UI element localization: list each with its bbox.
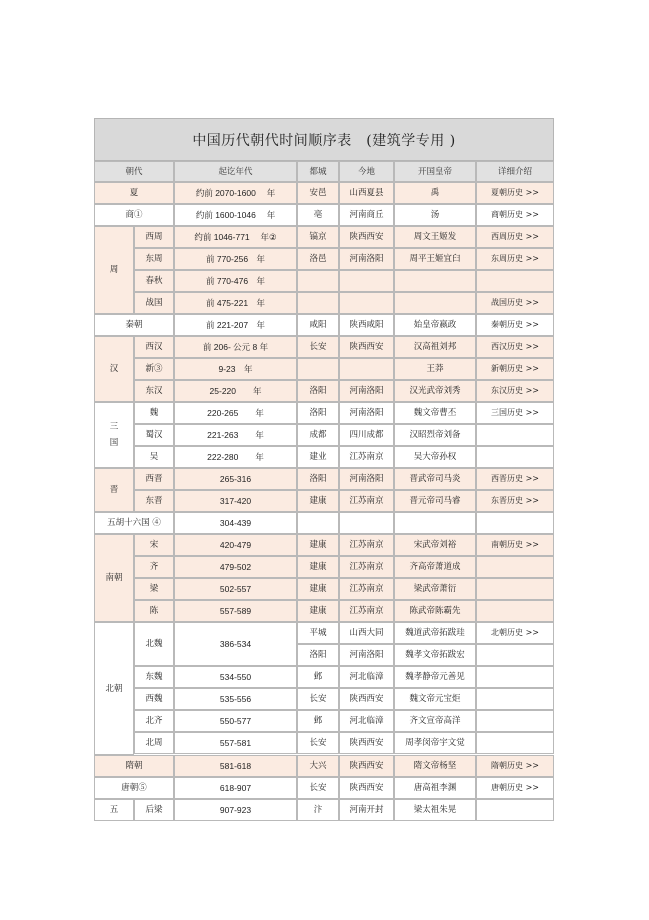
group-cell: 北朝 — [94, 622, 134, 755]
table-row: 北周 557-581 长安 陕西西安 周孝闵帝宇文觉 — [94, 732, 554, 754]
table-row: 春秋 前 770-476 年 — [94, 270, 554, 292]
table-row: 东汉 25-220 年 洛阳 河南洛阳 汉光武帝刘秀 东汉历史 >> — [94, 380, 554, 402]
table-row: 三 国 魏 220-265 年 洛阳 河南洛阳 魏文帝曹丕 三国历史 >> — [94, 402, 554, 424]
table-row: 东晋 317-420 建康 江苏南京 晋元帝司马睿 东晋历史 >> — [94, 490, 554, 512]
table-row: 东魏 534-550 邺 河北临漳 魏孝静帝元善见 — [94, 666, 554, 688]
header-dynasty: 朝代 — [94, 161, 174, 182]
history-link[interactable]: 东汉历史 >> — [476, 380, 554, 402]
history-link[interactable]: 唐朝历史 >> — [476, 777, 554, 799]
table-row: 东周 前 770-256 年 洛邑 河南洛阳 周平王姬宜臼 东周历史 >> — [94, 248, 554, 270]
history-link[interactable]: 三国历史 >> — [476, 402, 554, 424]
history-link[interactable]: 南朝历史 >> — [476, 534, 554, 556]
table-row: 隋朝 581-618 大兴 陕西西安 隋文帝杨坚 隋朝历史 >> — [94, 755, 554, 777]
history-link[interactable]: 商朝历史 >> — [476, 204, 554, 226]
table-row: 五 后梁 907-923 汴 河南开封 梁太祖朱晃 — [94, 799, 554, 821]
table-row: 齐 479-502 建康 江苏南京 齐高帝萧道成 — [94, 556, 554, 578]
group-cell: 南朝 — [94, 534, 134, 622]
group-cell: 汉 — [94, 336, 134, 402]
dynasty-table — [94, 161, 554, 821]
table-row: 新③ 9-23 年 王莽 新朝历史 >> — [94, 358, 554, 380]
table-row: 晋 西晋 265-316 洛阳 河南洛阳 晋武帝司马炎 西晋历史 >> — [94, 468, 554, 490]
table-row: 北齐 550-577 邺 河北临漳 齐文宣帝高洋 — [94, 710, 554, 732]
table-row: 秦朝 前 221-207 年 咸阳 陕西咸阳 始皇帝嬴政 秦朝历史 >> — [94, 314, 554, 336]
table-row: 周 西周 约前 1046-771 年② 镐京 陕西西安 周文王姬发 西周历史 >> — [94, 226, 554, 248]
table-row: 夏 约前 2070-1600 年 安邑 山西夏县 禹 夏朝历史 >> — [94, 182, 554, 204]
history-link[interactable]: 隋朝历史 >> — [476, 755, 554, 777]
table-row: 南朝 宋 420-479 建康 江苏南京 宋武帝刘裕 南朝历史 >> — [94, 534, 554, 556]
group-cell: 三 国 — [94, 402, 134, 468]
table-row: 蜀汉 221-263 年 成都 四川成都 汉昭烈帝刘备 — [94, 424, 554, 446]
history-link[interactable]: 秦朝历史 >> — [476, 314, 554, 336]
history-link[interactable]: 西晋历史 >> — [476, 468, 554, 490]
table-row: 北朝 北魏 386-534 平城 山西大同 魏道武帝拓跋珪 北朝历史 >> — [94, 622, 554, 644]
history-link[interactable]: 北朝历史 >> — [476, 622, 554, 644]
table-row: 梁 502-557 建康 江苏南京 梁武帝萧衍 — [94, 578, 554, 600]
table-row: 吴 222-280 年 建业 江苏南京 吴大帝孙权 — [94, 446, 554, 468]
history-link[interactable]: 夏朝历史 >> — [476, 182, 554, 204]
table-row: 战国 前 475-221 年 战国历史 >> — [94, 292, 554, 314]
table-row: 汉 西汉 前 206- 公元 8 年 长安 陕西西安 汉高祖刘邦 西汉历史 >> — [94, 336, 554, 358]
page-title: 中国历代朝代时间顺序表 (建筑学专用 ) — [94, 118, 554, 161]
table-row: 西魏 535-556 长安 陕西西安 魏文帝元宝炬 — [94, 688, 554, 710]
header-details: 详细介绍 — [476, 161, 554, 182]
table-row: 洛阳 河南洛阳 魏孝文帝拓跋宏 — [94, 644, 554, 666]
table-row: 商① 约前 1600-1046 年 亳 河南商丘 汤 商朝历史 >> — [94, 204, 554, 226]
group-cell: 五 — [94, 799, 134, 821]
table-header-row — [94, 161, 554, 182]
group-cell: 周 — [94, 226, 134, 314]
header-capital: 都城 — [297, 161, 339, 182]
header-years: 起讫年代 — [174, 161, 297, 182]
table-row: 五胡十六国 ④ 304-439 — [94, 512, 554, 534]
group-cell: 晋 — [94, 468, 134, 512]
history-link[interactable]: 西汉历史 >> — [476, 336, 554, 358]
history-link[interactable]: 西周历史 >> — [476, 226, 554, 248]
history-link[interactable]: 东晋历史 >> — [476, 490, 554, 512]
history-link[interactable]: 东周历史 >> — [476, 248, 554, 270]
dynasty-table-page — [94, 118, 554, 821]
header-location: 今地 — [339, 161, 394, 182]
table-row: 唐朝⑤ 618-907 长安 陕西西安 唐高祖李渊 唐朝历史 >> — [94, 777, 554, 799]
history-link[interactable]: 新朝历史 >> — [476, 358, 554, 380]
header-founder: 开国皇帝 — [394, 161, 476, 182]
table-row: 陈 557-589 建康 江苏南京 陈武帝陈霸先 — [94, 600, 554, 622]
history-link[interactable]: 战国历史 >> — [476, 292, 554, 314]
